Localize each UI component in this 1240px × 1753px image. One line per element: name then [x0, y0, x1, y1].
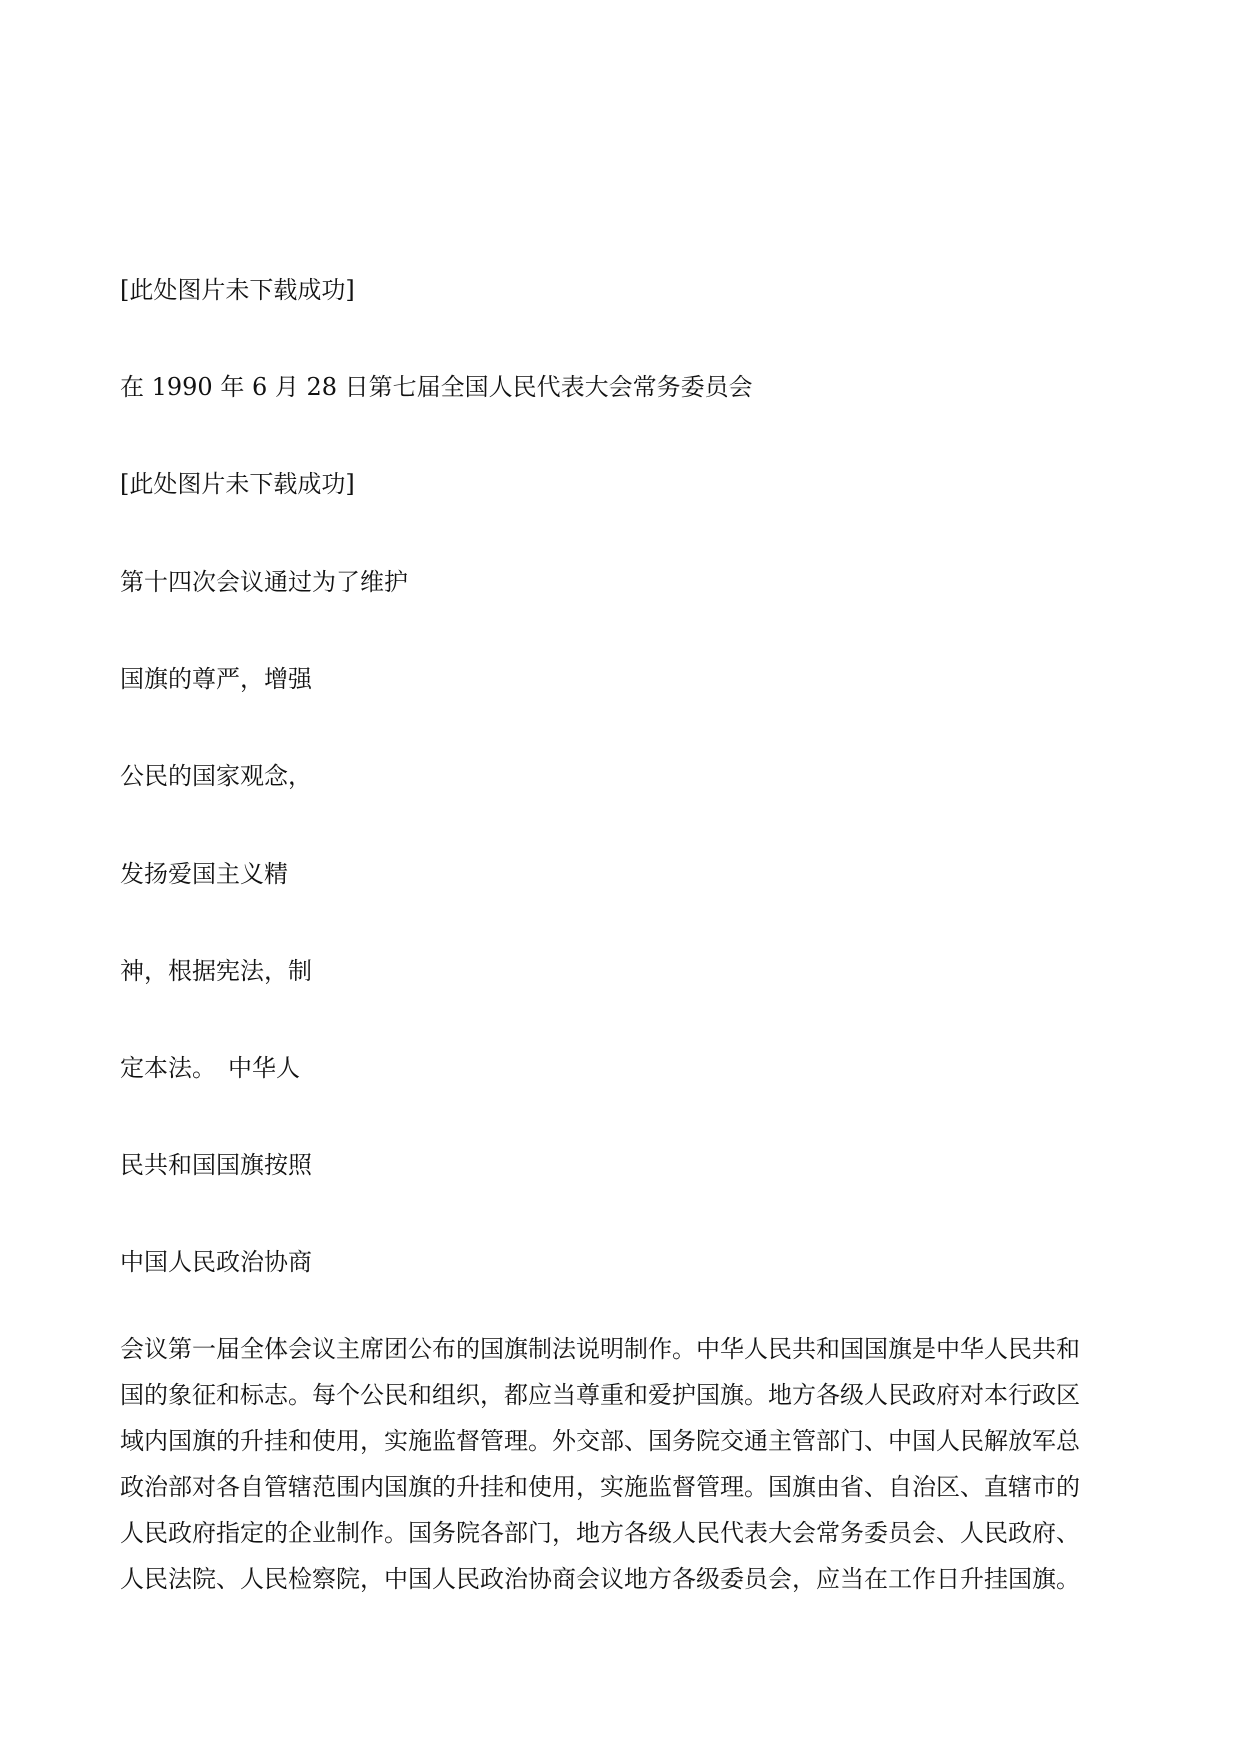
image-placeholder-text: [此处图片未下载成功]: [120, 276, 355, 304]
body-line: 中国人民政治协商: [120, 1248, 312, 1276]
paragraph-line: 政治部对各自管辖范围内国旗的升挂和使用，实施监督管理。国旗由省、自治区、直辖市的: [120, 1473, 1080, 1501]
paragraph-line: 域内国旗的升挂和使用，实施监督管理。外交部、国务院交通主管部门、中国人民解放军总: [120, 1427, 1080, 1455]
paragraph-line: 人民法院、人民检察院，中国人民政治协商会议地方各级委员会，应当在工作日升挂国旗。: [120, 1565, 1080, 1593]
body-line: 国旗的尊严，增强: [120, 665, 312, 693]
body-line: 公民的国家观念，: [120, 762, 312, 790]
body-line: 第十四次会议通过为了维护: [120, 568, 408, 596]
body-line: 在 1990 年 6 月 28 日第七届全国人民代表大会常务委员会: [120, 373, 753, 401]
paragraph-line: 会议第一届全体会议主席团公布的国旗制法说明制作。中华人民共和国国旗是中华人民共和: [120, 1335, 1080, 1363]
paragraph-line: 国的象征和标志。每个公民和组织，都应当尊重和爱护国旗。地方各级人民政府对本行政区: [120, 1381, 1080, 1409]
image-placeholder-text: [此处图片未下载成功]: [120, 470, 355, 498]
paragraph-line: 人民政府指定的企业制作。国务院各部门，地方各级人民代表大会常务委员会、人民政府、: [120, 1519, 1080, 1547]
body-line: 发扬爱国主义精: [120, 860, 288, 888]
body-paragraph: [120, 1326, 1130, 1602]
body-line: 民共和国国旗按照: [120, 1151, 312, 1179]
body-line: 定本法。 中华人: [120, 1054, 300, 1082]
body-line: 神，根据宪法，制: [120, 957, 312, 985]
